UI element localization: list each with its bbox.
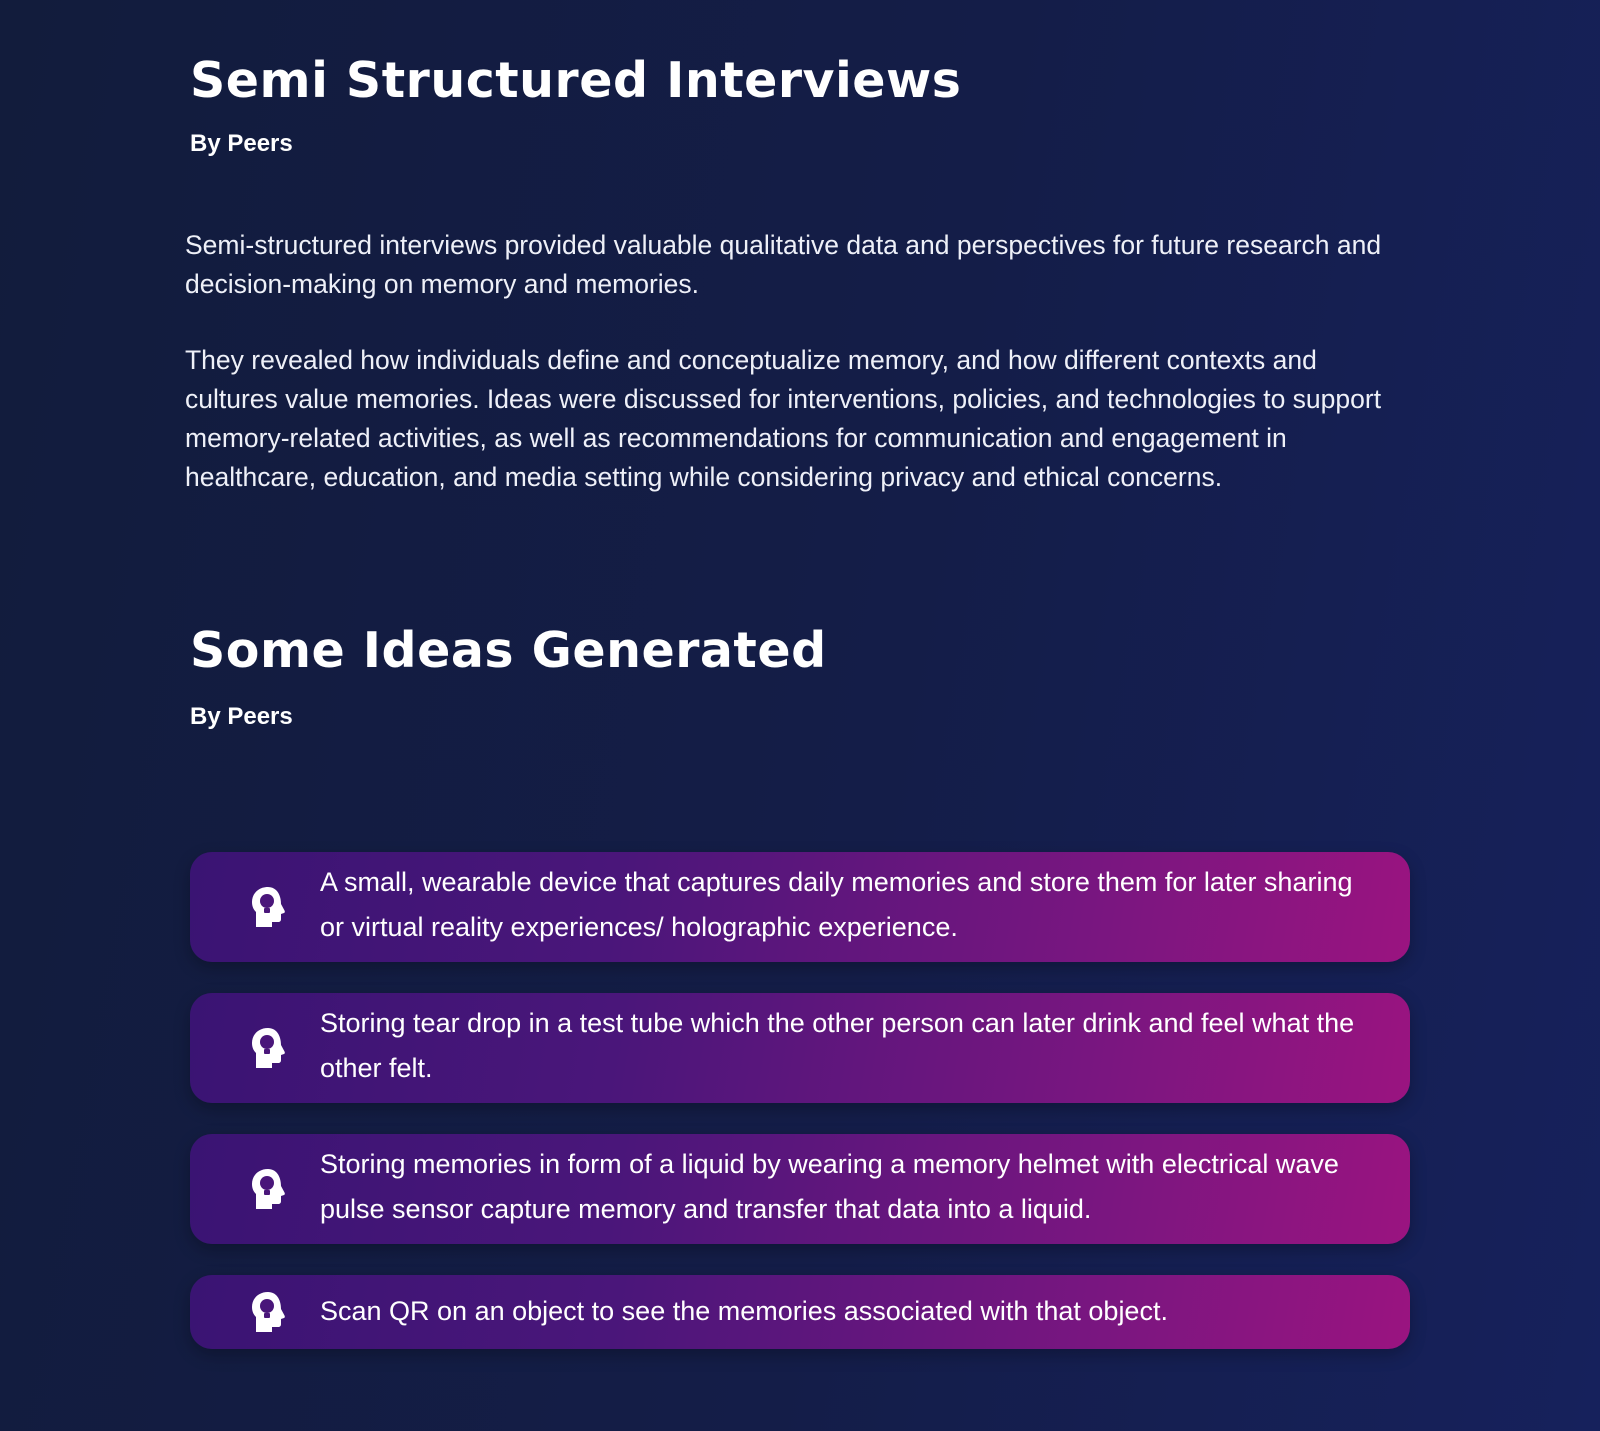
ideas-byline: By Peers [190, 703, 293, 730]
interviews-paragraph-2: They revealed how individuals define and conceptualize memory, and how different contexts and cultures value memories. Ideas were discussed for interventions, policies, and technologies to support memory-related activities, as well as recommendations for communication and engagement in healthcare, education, and media setting while considering privacy and ethical concerns. [185, 345, 1382, 492]
idea-text: Storing memories in form of a liquid by wearing a memory helmet with electrical wave pulse sensor capture memory and transfer that data into a liquid. [320, 1149, 1339, 1224]
ideas-title: Some Ideas Generated [190, 622, 827, 679]
idea-card [190, 852, 1410, 962]
interviews-title: Semi Structured Interviews [190, 52, 962, 109]
head-lightbulb-icon [248, 1167, 288, 1211]
idea-text: A small, wearable device that captures daily memories and store them for later sharing or virtual reality experiences/ holographic experience. [320, 867, 1353, 942]
head-lightbulb-icon [248, 1290, 288, 1334]
interviews-byline: By Peers [190, 130, 293, 157]
head-lightbulb-icon [248, 1026, 288, 1070]
idea-text: Storing tear drop in a test tube which the other person can later drink and feel what the other felt. [320, 1008, 1355, 1083]
idea-card [190, 1275, 1410, 1349]
interviews-paragraph-1: Semi-structured interviews provided valuable qualitative data and perspectives for future research and decision-making on memory and memories. [185, 230, 1382, 299]
idea-text: Scan QR on an object to see the memories associated with that object. [320, 1296, 1168, 1326]
head-lightbulb-icon [248, 885, 288, 929]
idea-card [190, 993, 1410, 1103]
idea-card [190, 1134, 1410, 1244]
